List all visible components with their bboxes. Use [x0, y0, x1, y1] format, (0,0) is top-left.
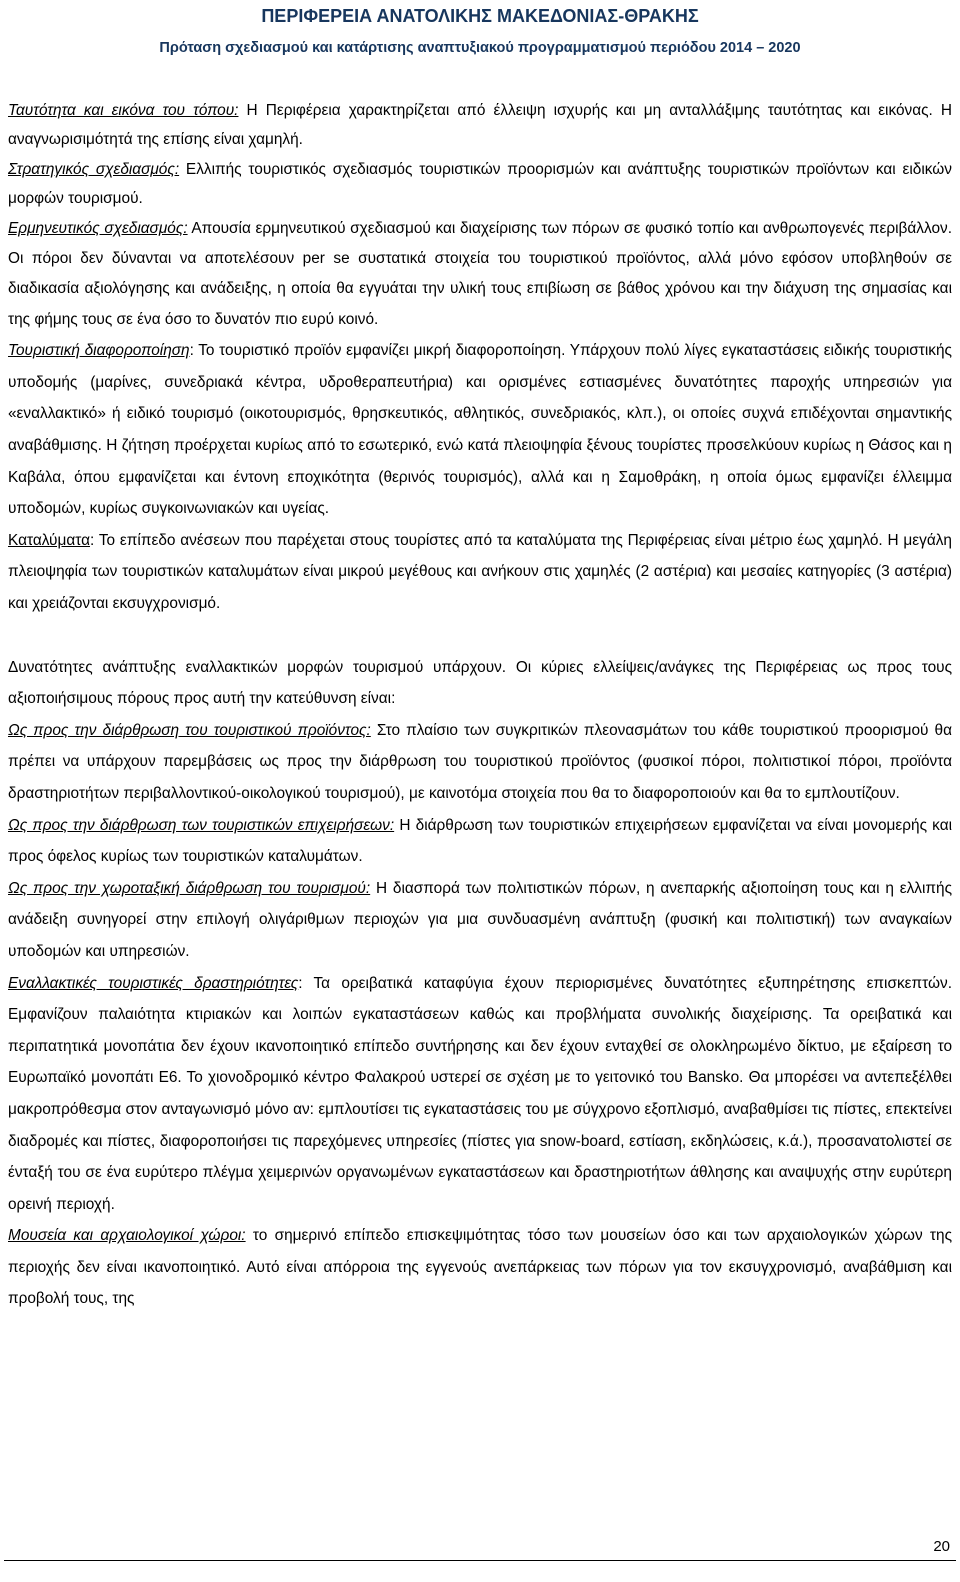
- text-differentiation: : Το τουριστικό προϊόν εμφανίζει μικρή διαφοροποίηση. Υπάρχουν πολύ λίγες εγκαταστάσεις ειδικής τουριστικής υποδομής (μαρίνες, συνεδριακά κέντρα, υδροθεραπευτήρια) και ορισμένες εστιασμένες δυνατότητες παροχής υπηρεσιών για «εναλλακτικό» ή ειδικό τουρισμό (οικοτουρισμός, θρησκευτικός, αθλητικός, συνεδριακός, κλπ.), οι οποίες συχνά επιδέχονται σημαντικής αναβάθμισης. Η ζήτηση προέρχεται κυρίως από το εσωτερικό, ενώ κατά πλειοψηφία ξένους τουρίστες προσελκύουν κυρίως η Θάσος και η Καβάλα, όπου εμφανίζεται και έντονη εποχικότητα (θερινός τουρισμός), αλλά και η Σαμοθράκη, η οποία όμως εμφανίζει έλλειμμα υποδομών, κυρίως συγκοινωνιακών και υγείας.: [8, 342, 952, 518]
- text-alternative-activities: : Τα ορειβατικά καταφύγια έχουν περιορισμένες δυνατότητες εξυπηρέτησης επισκεπτών. Εμφανίζουν παλαιότητα κτιριακών και λοιπών εγκαταστάσεων καθώς και προβλήματα συνολικής διαχείρισης. Τα ορειβατικά και περιπατητικά μονοπάτια δεν έχουν ικανοποιητικό επίπεδο συντήρησης και δεν έχουν ενταχθεί σε ολοκληρωμένο δίκτυο, με εξαίρεση το Ευρωπαϊκό μονοπάτι Ε6. Το χιονοδρομικό κέντρο Φαλακρού υστερεί σε σχέση με το γειτονικό του Bansko. Θα μπορέσει να αντεπεξέλθει μακροπρόθεσμα στον ανταγωνισμό μόνο αν: εμπλουτίσει τις εγκαταστάσεις του με σύγχρονο εξοπλισμό, αναβαθμίσει τις πίστες, επεκτείνει διαδρομές και πίστες, διαφοροποιήσει τις παρεχόμενες υπηρεσίες (πίστες για snow-board, εστίαση, εκδηλώσεις, κ.ά.), προσανατολιστεί σε ένταξή του σε ένα ευρύτερο πλέγμα χειμερινών οργανωμένων εγκαταστάσεων και δραστηριοτήτων άθλησης και αναψυχής στην ευρύτερη ορεινή περιοχή.: [8, 974, 952, 1213]
- paragraph-product-structure: [8, 715, 952, 810]
- paragraph-alternative-intro: [8, 652, 952, 715]
- heading-differentiation: Τουριστική διαφοροποίηση: [8, 342, 190, 360]
- page-number: 20: [933, 1538, 950, 1555]
- footer-divider: [4, 1560, 956, 1561]
- paragraph-differentiation: [8, 335, 952, 525]
- paragraph-accommodation: [8, 525, 952, 620]
- paragraph-alternative-activities: [8, 968, 952, 1221]
- paragraph-gap: [8, 620, 952, 652]
- paragraph-spatial-structure: [8, 873, 952, 968]
- region-title: ΠΕΡΙΦΕΡΕΙΑ ΑΝΑΤΟΛΙΚΗΣ ΜΑΚΕΔΟΝΙΑΣ-ΘΡΑΚΗΣ: [261, 6, 699, 26]
- heading-interpretive: Ερμηνευτικός σχεδιασμός:: [8, 219, 188, 237]
- heading-spatial-structure: Ως προς την χωροταξική διάρθρωση του τουρισμού:: [8, 879, 371, 897]
- text-alternative-intro: Δυνατότητες ανάπτυξης εναλλακτικών μορφών τουρισμού υπάρχουν. Οι κύριες ελλείψεις/ανάγκες της Περιφέρειας ως προς τους αξιοποιήσιμους πόρους προς αυτή την κατεύθυνση είναι:: [8, 658, 952, 708]
- paragraph-interpretive: [8, 214, 952, 336]
- paragraph-museums: [8, 1220, 952, 1315]
- heading-accommodation: Καταλύματα: [8, 531, 91, 549]
- heading-identity: Ταυτότητα και εικόνα του τόπου:: [8, 102, 239, 119]
- text-identity: Η Περιφέρεια χαρακτηρίζεται από έλλειψη ισχυρής και μη ανταλλάξιμης ταυτότητας και εικόνας. Η αναγνωρισιμότητά της επίσης είναι χαμηλή.: [8, 102, 953, 149]
- text-museums: το σημερινό επίπεδο επισκεψιμότητας τόσο των μουσείων όσο και των αρχαιολογικών χώρων της περιοχής δεν είναι ικανοποιητικό. Αυτό είναι απόρροια της εγγενούς ανεπάρκειας των πόρων για τον εκσυγχρονισμό, αναβάθμιση και προβολή τους, της: [8, 1227, 952, 1308]
- page-header: [0, 4, 960, 60]
- heading-business-structure: Ως προς την διάρθρωση των τουριστικών επιχειρήσεων:: [8, 816, 395, 834]
- heading-alternative-activities: Εναλλακτικές τουριστικές δραστηριότητες: [8, 974, 299, 992]
- text-interpretive: Απουσία ερμηνευτικού σχεδιασμού και διαχείρισης των πόρων σε φυσικό τοπίο και ανθρωπογενές περιβάλλον. Οι πόροι δεν δύνανται να αποτελέσουν per se συστατικά στοιχεία του τουριστικού προϊόντος, αλλά μόνο εφόσον υποβληθούν σε διαδικασία αξιολόγησης και ανάδειξης, η οποία θα εγγυάται την υλική τους επιβίωση σε βάθος χρόνου και την διάχυση της σημασίας και της φήμης τους σε ένα όσο το δυνατόν πιο ευρύ κοινό.: [8, 219, 952, 328]
- heading-product-structure: Ως προς την διάρθρωση του τουριστικού προϊόντος:: [8, 721, 371, 739]
- text-accommodation: : Το επίπεδο ανέσεων που παρέχεται στους τουρίστες από τα καταλύματα της Περιφέρειας είναι μέτριο έως χαμηλό. Η μεγάλη πλειοψηφία των τουριστικών καταλυμάτων είναι μικρού μεγέθους και ανήκουν στις χαμηλές (2 αστέρια) και μεσαίες κατηγορίες (3 αστέρια) και χρειάζονται εκσυγχρονισμό.: [8, 531, 952, 612]
- text-strategic: Ελλιπής τουριστικός σχεδιασμός τουριστικών προορισμών και ανάπτυξης τουριστικών προϊόντων και ειδικών μορφών τουρισμού.: [8, 160, 952, 208]
- text-spatial-structure: Η διασπορά των πολιτιστικών πόρων, η ανεπαρκής αξιοποίηση τους και η ελλιπής ανάδειξη συνηγορεί στην επιλογή ολιγάριθμων περιοχών για μια συνδυασμένη ανάπτυξη (φυσική και πολιτιστική) των αναγκαίων υποδομών και υπηρεσιών.: [8, 879, 952, 960]
- document-subtitle: Πρόταση σχεδιασμού και κατάρτισης αναπτυξιακού προγραμματισμού περιόδου 2014 – 2020: [159, 40, 801, 56]
- paragraph-business-structure: [8, 810, 952, 873]
- heading-strategic: Στρατηγικός σχεδιασμός:: [8, 160, 180, 178]
- heading-museums: Μουσεία και αρχαιολογικοί χώροι:: [8, 1227, 246, 1245]
- paragraph-strategic: [8, 155, 952, 214]
- text-business-structure: Η διάρθρωση των τουριστικών επιχειρήσεων εμφανίζεται να είναι μονομερής και προς όφελος κυρίως των τουριστικών καταλυμάτων.: [8, 816, 953, 866]
- paragraph-identity: [8, 96, 952, 155]
- document-body: [8, 96, 952, 1315]
- text-product-structure: Στο πλαίσιο των συγκριτικών πλεονασμάτων του κάθε τουριστικού προορισμού θα πρέπει να υπάρχουν παρεμβάσεις ως προς την διάρθρωση του τουριστικού προϊόντος (φυσικοί πόροι, πολιτιστικοί πόροι, προϊόντα δραστηριοτήτων περιβαλλοντικού-οικολογικού τουρισμού), με καινοτόμα στοιχεία που θα το διαφοροποιούν και θα το εμπλουτίζουν.: [8, 721, 952, 802]
